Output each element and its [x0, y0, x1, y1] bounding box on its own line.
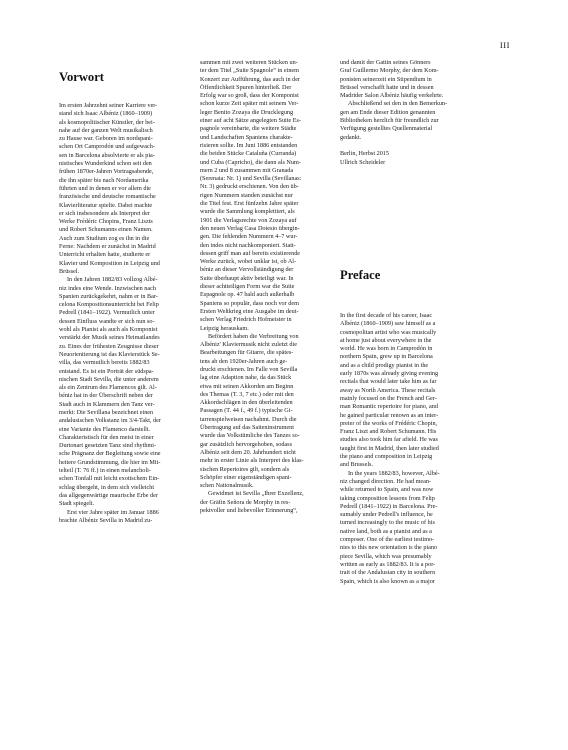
- text-line: den indes nicht nachkomponiert. Statt-: [200, 241, 296, 249]
- text-line: andalusischen Volkstanz im 3/4-Takt, der: [59, 417, 161, 425]
- text-line: des Themas (T. 3, 7 etc.) oder mit den: [200, 390, 294, 398]
- text-line: Spaniens so populär, dass noch vor dem: [200, 299, 299, 307]
- text-line: Auch zum Studium zog es ihn in die: [59, 234, 150, 242]
- text-line: dessen griff man auf bereits existierende: [200, 249, 301, 257]
- text-line: piece Sevilla, which was presumably: [340, 552, 432, 560]
- text-line: Franz Liszt and Robert Schumann. His: [340, 428, 437, 436]
- preface-column: [340, 312, 470, 586]
- text-line: Unterricht erhalten hatte, studierte er: [59, 251, 151, 259]
- text-line: he gained particular renown as an inter-: [340, 411, 439, 419]
- text-line: Suite überhaupt aktiv beteiligt war. In: [200, 274, 294, 282]
- text-line: Graf Guillermo Morphy, der dem Kom-: [340, 67, 439, 75]
- text-line: er sich insbesondere als Interpret der: [59, 209, 150, 217]
- text-line: lag eine Adaption nahe, da das Stück: [200, 374, 292, 382]
- text-line: die beiden Stücke Cataluña (Curranda): [200, 150, 297, 158]
- page-number: III: [499, 40, 510, 50]
- text-line: taught first in Madrid, then later studied: [340, 444, 439, 452]
- text-line: sen in Barcelona absolvierte er als pia-: [59, 151, 155, 159]
- text-line: trait of the Andalusian city in southern: [340, 569, 436, 577]
- text-line: world. He was born in Camprodón in: [340, 345, 433, 353]
- text-line: Nr. 3) gedruckt erschienen. Von den üb-: [200, 183, 299, 191]
- text-line: sche Prägnanz der Begleitung sowie eine: [59, 450, 161, 458]
- text-line: Bibliotheken herzlich für freundlich zur: [340, 117, 439, 125]
- text-line: Spanien zurückgekehrt, nahm er in Bar-: [59, 292, 158, 300]
- text-line: Werke Frédéric Chopins, Franz Liszts: [59, 218, 153, 226]
- text-line: celona Kompositionsunterricht bei Felip: [59, 301, 159, 309]
- text-line: Bearbeitungen für Gitarre, die spätes-: [200, 349, 294, 357]
- text-line: Brüssel verschafft hatte und in dessen: [340, 83, 434, 91]
- text-line: Öffentlichkeit Spuren hinterließ. Der: [200, 83, 292, 91]
- text-line: Durtonart gesetzten Tanz sind rhythmi-: [59, 442, 157, 450]
- text-line: und damit der Gattin seines Gönners: [340, 59, 431, 66]
- text-line: dieser achtteiligen Form war die Suite: [200, 283, 295, 291]
- text-line: nies to this new orientation is the piano: [340, 544, 438, 552]
- text-line: tens ab den 1920er-Jahren auch ge-: [200, 357, 288, 365]
- text-line: und Landschaften Spaniens charakte-: [200, 133, 293, 141]
- text-line: verstärkt der Musik seines Heimatlandes: [59, 334, 160, 342]
- text-line: written as early as 1882/83. It is a por-: [340, 560, 436, 568]
- vorwort-column-3: [340, 59, 470, 167]
- text-line: and Brussels.: [340, 461, 373, 469]
- text-line: béniz an dieser Vervollständigung der: [200, 266, 294, 274]
- text-line: Passagen (T. 44 f., 49 f.) typische Gi-: [200, 407, 293, 415]
- text-line: northern Spain, grew up in Barcelona: [340, 353, 433, 361]
- text-line: wohl als Pianist als auch als Komponist: [59, 326, 158, 334]
- text-line: mern 2 und 8 zusammen mit Granada: [200, 166, 294, 174]
- text-line: merkt: Die Sevillana bezeichnet einen: [59, 408, 154, 416]
- text-line: nischen Stadt Sevilla, die unter anderem: [59, 375, 159, 383]
- text-line: at home just about everywhere in the: [340, 336, 432, 344]
- text-line: recitals that would later take him as far: [340, 378, 437, 386]
- text-line: Konzert zur Aufführung, das auch in der: [200, 75, 301, 83]
- text-line: als kosmopolitischer Künstler, der bei-: [59, 118, 155, 126]
- text-line: Albéniz (1860–1909) saw himself as a: [340, 320, 436, 328]
- text-line: einer auf acht Sätze angelegten Suite Es-: [200, 117, 302, 125]
- text-line: die ihn später bis nach Nordamerika: [59, 176, 149, 184]
- text-line: Befördert haben die Verbreitung von: [208, 332, 299, 340]
- text-line: and as a child prodigy pianist in the: [340, 361, 429, 369]
- text-line: heitere Grundstimmung, die hier im Mit-: [59, 458, 161, 466]
- text-line: Charakteristisch für den meist in einer: [59, 433, 154, 441]
- text-line: stand sich Isaac Albéniz (1860–1909): [59, 110, 153, 118]
- text-line: schen Nationalmusik.: [200, 482, 254, 490]
- text-line: Stadt auch in Klammern den Tanz ver-: [59, 400, 155, 408]
- text-line: Gewidmet ist Sevilla „Ihrer Exzellenz,: [208, 490, 304, 498]
- signature-author: Ullrich Scheideler: [340, 158, 386, 166]
- text-line: gar zusätzlich hervorgehoben, sodass: [200, 440, 292, 448]
- text-line: Brüssel.: [59, 267, 80, 275]
- text-line: Spain, which is also known as a major: [340, 577, 435, 585]
- text-line: telteil (T. 76 ff.) in einen melancholi-: [59, 467, 151, 475]
- text-line: risieren sollte. Im Juni 1886 entstanden: [200, 141, 298, 149]
- text-line: In the years 1882/83, however, Albé-: [348, 469, 440, 477]
- text-line: schon kurze Zeit später mit seinem Ver-: [200, 100, 299, 108]
- text-line: druckt erschienen. Im Falle von Sevilla: [200, 365, 298, 373]
- text-line: Madrider Salon Albéniz häufig verkehrte.: [340, 92, 444, 100]
- text-line: nahe auf der ganzen Welt musikalisch: [59, 126, 153, 134]
- text-line: sischen Repertoires gilt, sondern als: [200, 465, 290, 473]
- text-line: mehr in erster Linie als Interpret des klas-: [200, 457, 304, 465]
- text-line: führten und in denen er vor allem die: [59, 184, 151, 192]
- text-line: niz changed direction. He had mean-: [340, 477, 432, 485]
- text-line: cosmopolitan artist who was musically: [340, 328, 437, 336]
- preface-heading: Preface: [340, 268, 381, 282]
- text-line: Erst vier Jahre später im Januar 1886: [67, 508, 159, 516]
- text-line: Schöpfer einer eigenständigen spani-: [200, 473, 292, 481]
- text-line: nistisches Wunderkind schon seit den: [59, 160, 152, 168]
- signature-place-date: Berlin, Herbst 2015: [340, 150, 389, 158]
- text-line: brachte Albéniz Sevilla in Madrid zu-: [59, 516, 153, 524]
- text-line: tarrenspielweisen nachahmt. Durch die: [200, 415, 297, 423]
- text-line: frühen 1870er-Jahren Vortragsabende,: [59, 168, 154, 176]
- text-line: dessen Einfluss wandte er sich nun so-: [59, 317, 155, 325]
- text-line: native land, both as a pianist and as a: [340, 527, 432, 535]
- text-line: taking composition lessons from Felip: [340, 494, 435, 502]
- text-line: Akkordschlägen in den überleitenden: [200, 399, 293, 407]
- text-line: schen Tonfall mit leicht exotischem Ein-: [59, 475, 160, 483]
- text-line: while returned to Spain, and was now: [340, 486, 434, 494]
- text-line: Ferne: Nachdem er zunächst in Madrid: [59, 243, 156, 251]
- text-line: mainly focused on the French and Ger-: [340, 394, 437, 402]
- text-line: Klavier und Komposition in Leipzig und: [59, 259, 160, 267]
- text-line: Übertragung auf das Saiteninstrument: [200, 424, 294, 432]
- text-line: Klavierliteratur spielte. Dabei machte: [59, 201, 153, 209]
- text-line: Werke zurück, wobei unklar ist, ob Al-: [200, 258, 297, 266]
- text-line: composer. One of the earliest testimo-: [340, 536, 435, 544]
- text-line: villa, das vermutlich bereits 1882/83: [59, 359, 150, 367]
- text-line: sammen mit zwei weiteren Stücken un-: [200, 59, 298, 66]
- text-line: Ersten Weltkrieg eine Ausgabe im deut-: [200, 307, 299, 315]
- text-line: pektvoller und liebevoller Erinnerung“,: [200, 507, 298, 515]
- text-line: man Romantic repertoire for piano, and: [340, 403, 438, 411]
- text-line: rigen Nummern standen zunächst nur: [200, 191, 293, 199]
- text-line: französische und deutsche romantische: [59, 193, 156, 201]
- text-line: ponisten seinerzeit ein Stipendium in: [340, 75, 432, 83]
- text-line: wurde die Sammlung komplettiert, als: [200, 208, 295, 216]
- text-line: turned increasingly to the music of his: [340, 519, 435, 527]
- text-line: wurde das Volkstümliche des Tanzes so-: [200, 432, 300, 440]
- text-line: zu. Eines der frühesten Zeugnisse dieser: [59, 342, 159, 350]
- text-line: Stadt spiegelt.: [59, 500, 95, 508]
- text-line: der Gräfin Señora de Morphy in res-: [200, 498, 291, 506]
- text-line: away as North America. These recitals: [340, 386, 436, 394]
- text-line: das allgegenwärtige maurische Erbe der: [59, 491, 158, 499]
- text-line: Pedrell (1841–1922). Vermutlich unter: [59, 309, 155, 317]
- text-line: Verfügung gestelltes Quellenmaterial: [340, 125, 433, 133]
- text-line: niz indes eine Wende. Inzwischen nach: [59, 284, 156, 292]
- text-line: und Cuba (Capricho), die dann als Num-: [200, 158, 301, 166]
- text-line: Albéniz' Klaviermusik nicht zuletzt die: [200, 341, 297, 349]
- text-line: early 1870s was already giving evening: [340, 370, 439, 378]
- text-line: leger Benito Zozaya die Drucklegung: [200, 108, 294, 116]
- text-line: etwa mit seinen Akkorden am Beginn: [200, 382, 294, 390]
- text-line: 1901 die Verlagsrechte von Zozaya auf: [200, 216, 297, 224]
- text-line: gen am Ende dieser Edition genannten: [340, 108, 436, 116]
- text-line: studies also took him far afield. He was: [340, 436, 438, 444]
- text-line: gen. Die fehlenden Nummern 4–7 wur-: [200, 233, 298, 241]
- text-line: Albéniz seit dem 20. Jahrhundert nicht: [200, 448, 296, 456]
- text-line: Pedrell (1841–1922) in Barcelona. Pre-: [340, 502, 438, 510]
- text-line: die Titel fest. Erst fünfzehn Jahre später: [200, 200, 299, 208]
- vorwort-column-2: [200, 59, 324, 515]
- text-line: zu Hause war. Geboren im nordspani-: [59, 135, 153, 143]
- text-line: den neuen Verlag Casa Dotesio übergin-: [200, 224, 300, 232]
- text-line: schen Ort Camprodón und aufgewach-: [59, 143, 155, 151]
- text-line: Erfolg war so groß, dass der Komponist: [200, 92, 299, 100]
- vorwort-column-1: [59, 102, 183, 525]
- text-line: entstand. Es ist ein Porträt der südspa-: [59, 367, 154, 375]
- text-line: gedankt.: [340, 133, 362, 141]
- text-line: Neuorientierung ist das Klavierstück Se-: [59, 350, 160, 358]
- text-line: und Robert Schumanns einen Namen.: [59, 226, 153, 234]
- text-line: béniz hat in der Überschrift neben der: [59, 392, 153, 400]
- text-line: In the first decade of his career, Isaac: [340, 312, 433, 319]
- text-line: eine Variante des Flamenco darstellt.: [59, 425, 151, 433]
- text-line: Abschließend sei den in den Bemerkun-: [348, 100, 448, 108]
- text-line: sumably under Pedrell's influence, he: [340, 511, 433, 519]
- text-line: preter of the works of Frédéric Chopin,: [340, 419, 438, 427]
- text-line: pagnole vereinbarte, die weitere Städte: [200, 125, 297, 133]
- text-line: Espagnole op. 47 bald auch außerhalb: [200, 291, 295, 299]
- text-line: schen Verlag Friedrich Hofmeister in: [200, 316, 292, 324]
- text-line: In den Jahren 1882/83 vollzog Albé-: [67, 276, 158, 284]
- text-line: the piano and composition in Leipzig: [340, 453, 433, 461]
- vorwort-heading: Vorwort: [59, 70, 104, 84]
- text-line: ter dem Titel „Suite Spagnole“ in einem: [200, 67, 299, 75]
- text-line: (Serenata: Nr. 1) und Sevilla (Sevillanas:: [200, 175, 302, 183]
- text-line: Im ersten Jahrzehnt seiner Karriere ver-: [59, 102, 158, 109]
- text-line: Leipzig herauskam.: [200, 324, 249, 332]
- text-line: als ein Zentrum des Flamencos gilt. Al-: [59, 384, 157, 392]
- text-line: schlag übergeht, in dem sich vielleicht: [59, 483, 155, 491]
